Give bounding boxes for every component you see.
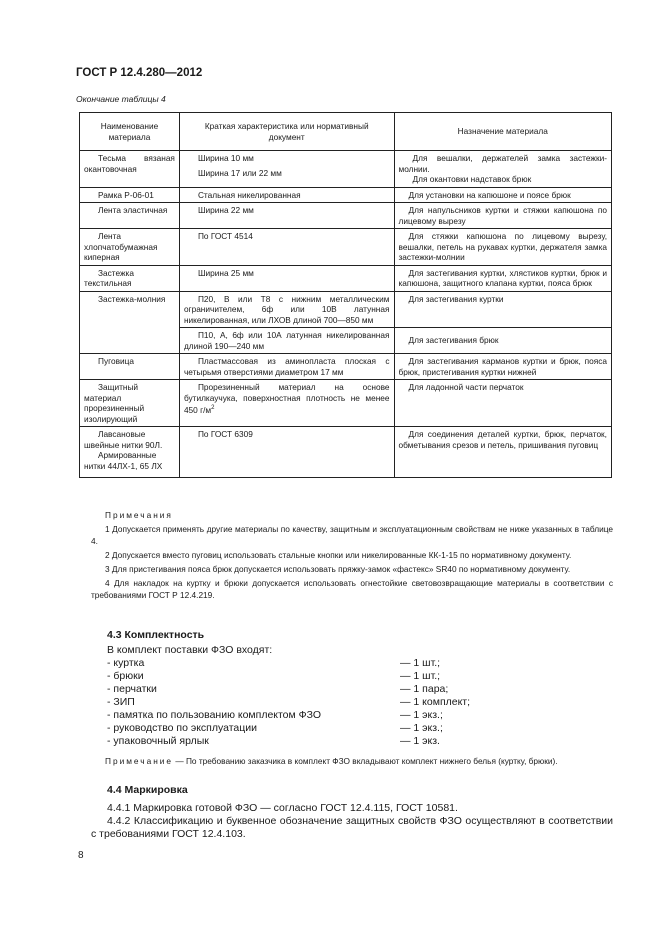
column-header-characteristic: Краткая характеристика или нормативный документ bbox=[179, 113, 394, 151]
material-purpose: Для застегивания куртки, хлястиков куртки, брюк и капюшона, защитного клапана куртки, пояса брюк bbox=[394, 265, 612, 291]
section-heading-completeness: 4.3 Комплектность bbox=[107, 629, 205, 641]
material-purpose: Для застегивания куртки bbox=[394, 291, 612, 328]
section-heading-marking: 4.4 Маркировка bbox=[107, 784, 188, 796]
list-item-name: - ЗИП bbox=[107, 696, 135, 708]
completeness-list bbox=[107, 657, 507, 748]
note-item: 4 Для накладок на куртку и брюки допускается использовать огнестойкие световозвращающие материалы в соответствии с требованиями ГОСТ Р 12.4.219. bbox=[91, 578, 613, 600]
list-item-name: - памятка по пользованию комплектом ФЗО bbox=[107, 709, 322, 721]
material-name: Защитный материал прорезиненный изолирующий bbox=[80, 380, 180, 427]
page-number: 8 bbox=[78, 850, 84, 861]
list-item bbox=[107, 683, 507, 696]
material-purpose: Для застегивания карманов куртки и брюк, пояса брюк, пристегивания куртки нижней bbox=[394, 354, 612, 380]
material-purpose: Для стяжки капюшона по лицевому вырезу, вешалки, петель на рукавах куртки, держателя замка застежки-молнии bbox=[394, 229, 612, 266]
material-characteristic: Ширина 25 мм bbox=[179, 265, 394, 291]
list-item-qty: — 1 комплект; bbox=[400, 696, 471, 708]
material-characteristic: По ГОСТ 4514 bbox=[179, 229, 394, 266]
completeness-note bbox=[91, 756, 613, 767]
table-row bbox=[80, 265, 612, 291]
material-name: Рамка Р-06-01 bbox=[80, 187, 180, 203]
material-name: Лента хлопчатобумажная киперная bbox=[80, 229, 180, 266]
material-characteristic bbox=[179, 380, 394, 427]
column-header-purpose: Назначение материала bbox=[394, 113, 612, 151]
material-characteristic: По ГОСТ 6309 bbox=[179, 427, 394, 478]
marking-paragraph-2: 4.4.2 Классификацию и буквенное обозначение защитных свойств ФЗО осуществляют в соответствии с требованиями ГОСТ 12.4.103. bbox=[91, 815, 613, 840]
list-item bbox=[107, 709, 507, 722]
note-label: Примечание bbox=[105, 756, 174, 766]
material-purpose: Для установки на капюшоне и поясе брюк bbox=[394, 187, 612, 203]
table-row bbox=[80, 291, 612, 328]
list-item-qty: — 1 экз.; bbox=[400, 709, 443, 721]
list-item bbox=[107, 670, 507, 683]
table-caption: Окончание таблицы 4 bbox=[76, 94, 166, 104]
material-purpose: Для ладонной части перчаток bbox=[394, 380, 612, 427]
material-name: Лента эластичная bbox=[80, 203, 180, 229]
material-purpose bbox=[394, 151, 612, 188]
list-item-qty: — 1 пара; bbox=[400, 683, 449, 695]
note-text: — По требованию заказчика в комплект ФЗО вкладывают комплект нижнего белья (куртку, брюки). bbox=[173, 756, 558, 766]
table-row bbox=[80, 354, 612, 380]
materials-table bbox=[79, 112, 612, 478]
material-name-line: Армированные нитки 44ЛХ-1, 65 ЛХ bbox=[84, 450, 163, 471]
list-item bbox=[107, 722, 507, 735]
marking-paragraph-1: 4.4.1 Маркировка готовой ФЗО — согласно ГОСТ 12.4.115, ГОСТ 10581. bbox=[107, 802, 458, 814]
material-purpose: Для застегивания брюк bbox=[394, 328, 612, 354]
material-characteristic: П20, В или Т8 с нижним металлическим ограничителем, 6ф или 10В латунная никелированная, или ЛХОВ длиной 700—850 мм bbox=[179, 291, 394, 328]
list-item-qty: — 1 экз.; bbox=[400, 722, 443, 734]
completeness-intro: В комплект поставки ФЗО входят: bbox=[107, 644, 273, 656]
purpose-line: Для окантовки надставок брюк bbox=[412, 174, 532, 184]
material-purpose: Для напульсников куртки и стяжки капюшона по лицевому вырезу bbox=[394, 203, 612, 229]
table-row bbox=[80, 151, 612, 188]
note-item: 1 Допускается применять другие материалы по качеству, защитным и эксплуатационным свойствам не ниже указанных в таблице 4. bbox=[91, 524, 613, 546]
characteristic-line: Ширина 10 мм bbox=[197, 153, 254, 163]
purpose-line: Для вешалки, держателей замка застежки-молнии. bbox=[398, 153, 607, 174]
list-item-qty: — 1 экз. bbox=[400, 735, 440, 747]
material-characteristic: Пластмассовая из аминопласта плоская с четырьмя отверстиями диаметром 17 мм bbox=[179, 354, 394, 380]
list-item-name: - перчатки bbox=[107, 683, 157, 695]
material-name: Застежка-молния bbox=[80, 291, 180, 354]
material-characteristic: Ширина 22 мм bbox=[179, 203, 394, 229]
table-row bbox=[80, 380, 612, 427]
material-name: Застежка текстильная bbox=[80, 265, 180, 291]
material-purpose: Для соединения деталей куртки, брюк, перчаток, обметывания срезов и петель, пришивания пуговиц bbox=[394, 427, 612, 478]
table-row bbox=[80, 187, 612, 203]
list-item-name: - руководство по эксплуатации bbox=[107, 722, 257, 734]
material-name bbox=[80, 427, 180, 478]
list-item bbox=[107, 696, 507, 709]
document-header: ГОСТ Р 12.4.280—2012 bbox=[76, 67, 203, 79]
list-item-name: - куртка bbox=[107, 657, 145, 669]
material-characteristic bbox=[179, 151, 394, 188]
notes-title: Примечания bbox=[105, 510, 173, 520]
characteristic-text: Прорезиненный материал на основе бутилкаучука, поверхностная плотность не менее 450 г/м bbox=[183, 382, 390, 415]
column-header-name: Наименование материала bbox=[80, 113, 180, 151]
material-name: Пуговица bbox=[80, 354, 180, 380]
superscript: 2 bbox=[211, 405, 215, 411]
material-name-line: Лавсановые швейные нитки 90Л. bbox=[84, 429, 163, 450]
list-item-qty: — 1 шт.; bbox=[400, 670, 441, 682]
table-row bbox=[80, 203, 612, 229]
list-item bbox=[107, 735, 507, 748]
material-name: Тесьма вязаная окантовочная bbox=[80, 151, 180, 188]
note-item: 2 Допускается вместо пуговиц использовать стальные кнопки или никелированные КК-1-15 по нормативному документу. bbox=[105, 549, 572, 560]
characteristic-line: Ширина 17 или 22 мм bbox=[197, 167, 282, 178]
table-row bbox=[80, 427, 612, 478]
list-item-qty: — 1 шт.; bbox=[400, 657, 441, 669]
table-row bbox=[80, 229, 612, 266]
table-header-row bbox=[80, 113, 612, 151]
material-characteristic: Стальная никелированная bbox=[179, 187, 394, 203]
list-item-name: - упаковочный ярлык bbox=[107, 735, 209, 747]
list-item bbox=[107, 657, 507, 670]
list-item-name: - брюки bbox=[107, 670, 144, 682]
material-characteristic: П10, А, 6ф или 10А латунная никелированная длиной 190—240 мм bbox=[179, 328, 394, 354]
note-item: 3 Для пристегивания пояса брюк допускается использовать пряжку-замок «фастекс» SR40 по нормативному документу. bbox=[105, 564, 571, 575]
table-notes bbox=[91, 510, 613, 601]
